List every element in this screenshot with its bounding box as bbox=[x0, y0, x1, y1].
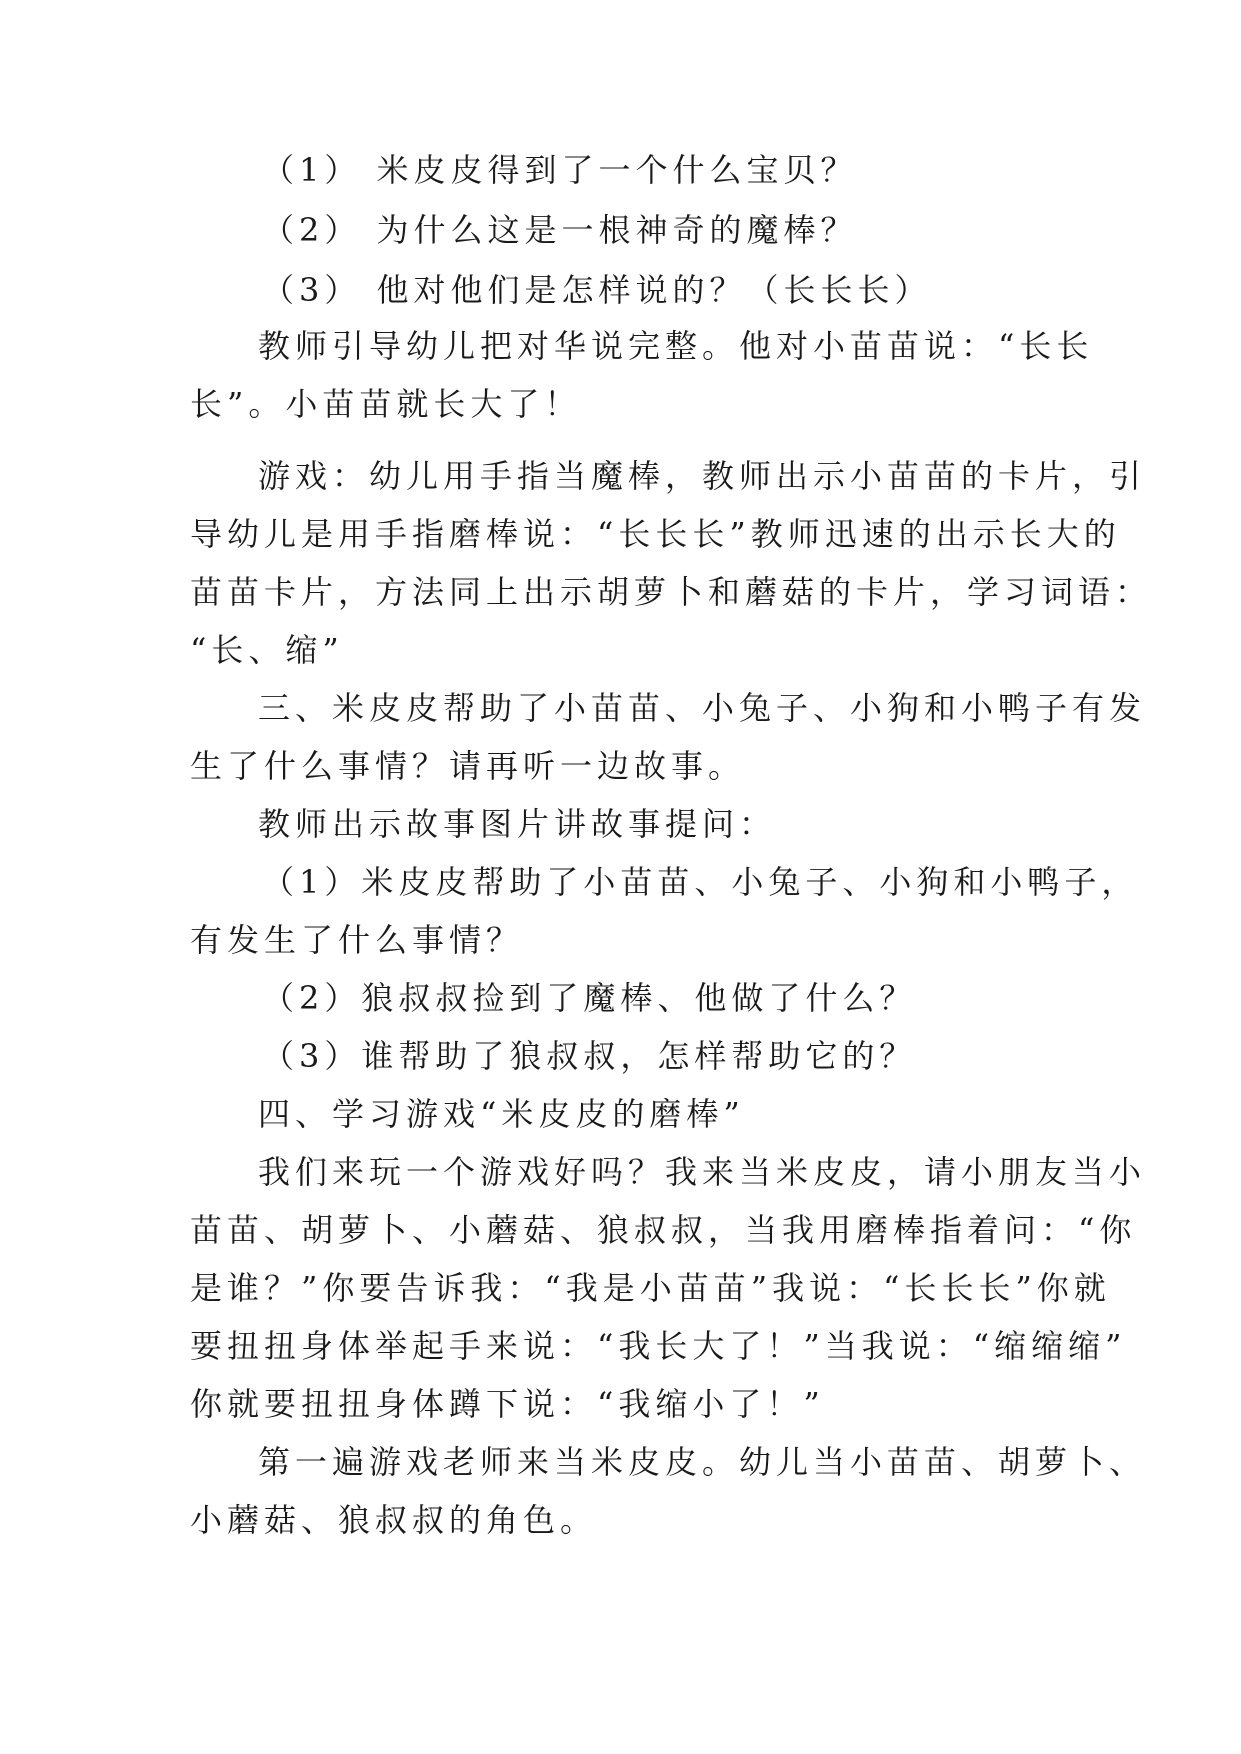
paragraph-line: 苗苗卡片，方法同上出示胡萝卜和蘑菇的卡片，学习词语： bbox=[190, 573, 1153, 611]
paragraph-line: 有发生了什么事情？ bbox=[190, 921, 524, 959]
paragraph-line: 我们来玩一个游戏好吗？我来当米皮皮，请小朋友当小 bbox=[258, 1153, 1147, 1191]
paragraph-line: 要扭扭身体举起手来说：“我长大了！”当我说：“缩缩缩” bbox=[190, 1327, 1127, 1365]
list-item-question-2: （2）狼叔叔捡到了魔棒、他做了什么？ bbox=[262, 979, 917, 1017]
paragraph-line: 教师出示故事图片讲故事提问： bbox=[258, 805, 777, 843]
paragraph-line: 是谁？”你要告诉我：“我是小苗苗”我说：“长长长”你就 bbox=[190, 1269, 1111, 1307]
paragraph-line: “长、缩” bbox=[190, 631, 344, 669]
paragraph-line: 第一遍游戏老师来当米皮皮。幼儿当小苗苗、胡萝卜、 bbox=[258, 1443, 1147, 1481]
list-item-question-3: （3） 他对他们是怎样说的？（长长长） bbox=[262, 271, 932, 309]
paragraph-line: 长”。小苗苗就长大了！ bbox=[190, 385, 582, 423]
paragraph-line: 你就要扭扭身体蹲下说：“我缩小了！” bbox=[190, 1385, 825, 1423]
list-item-question-2: （2） 为什么这是一根神奇的魔棒？ bbox=[262, 211, 858, 249]
list-item-question-3: （3）谁帮助了狼叔叔，怎样帮助它的？ bbox=[262, 1037, 917, 1075]
paragraph-line: 生了什么事情？请再听一边故事。 bbox=[190, 747, 746, 785]
list-item-question-1: （1） 米皮皮得到了一个什么宝贝？ bbox=[262, 151, 858, 189]
list-item-question-1: （1）米皮皮帮助了小苗苗、小兔子、小狗和小鸭子， bbox=[262, 863, 1139, 901]
paragraph-line: 苗苗、胡萝卜、小蘑菇、狼叔叔，当我用磨棒指着问：“你 bbox=[190, 1211, 1137, 1249]
paragraph-line: 游戏：幼儿用手指当魔棒，教师出示小苗苗的卡片，引 bbox=[258, 457, 1147, 495]
paragraph-line: 导幼儿是用手指磨棒说：“长长长”教师迅速的出示长大的 bbox=[190, 515, 1121, 553]
paragraph-line: 教师引导幼儿把对华说完整。他对小苗苗说：“长长 bbox=[258, 327, 1094, 365]
section-heading-line: 四、学习游戏“米皮皮的磨棒” bbox=[258, 1095, 745, 1133]
section-heading-line: 三、米皮皮帮助了小苗苗、小兔子、小狗和小鸭子有发 bbox=[258, 689, 1147, 727]
paragraph-line: 小蘑菇、狼叔叔的角色。 bbox=[190, 1501, 598, 1539]
